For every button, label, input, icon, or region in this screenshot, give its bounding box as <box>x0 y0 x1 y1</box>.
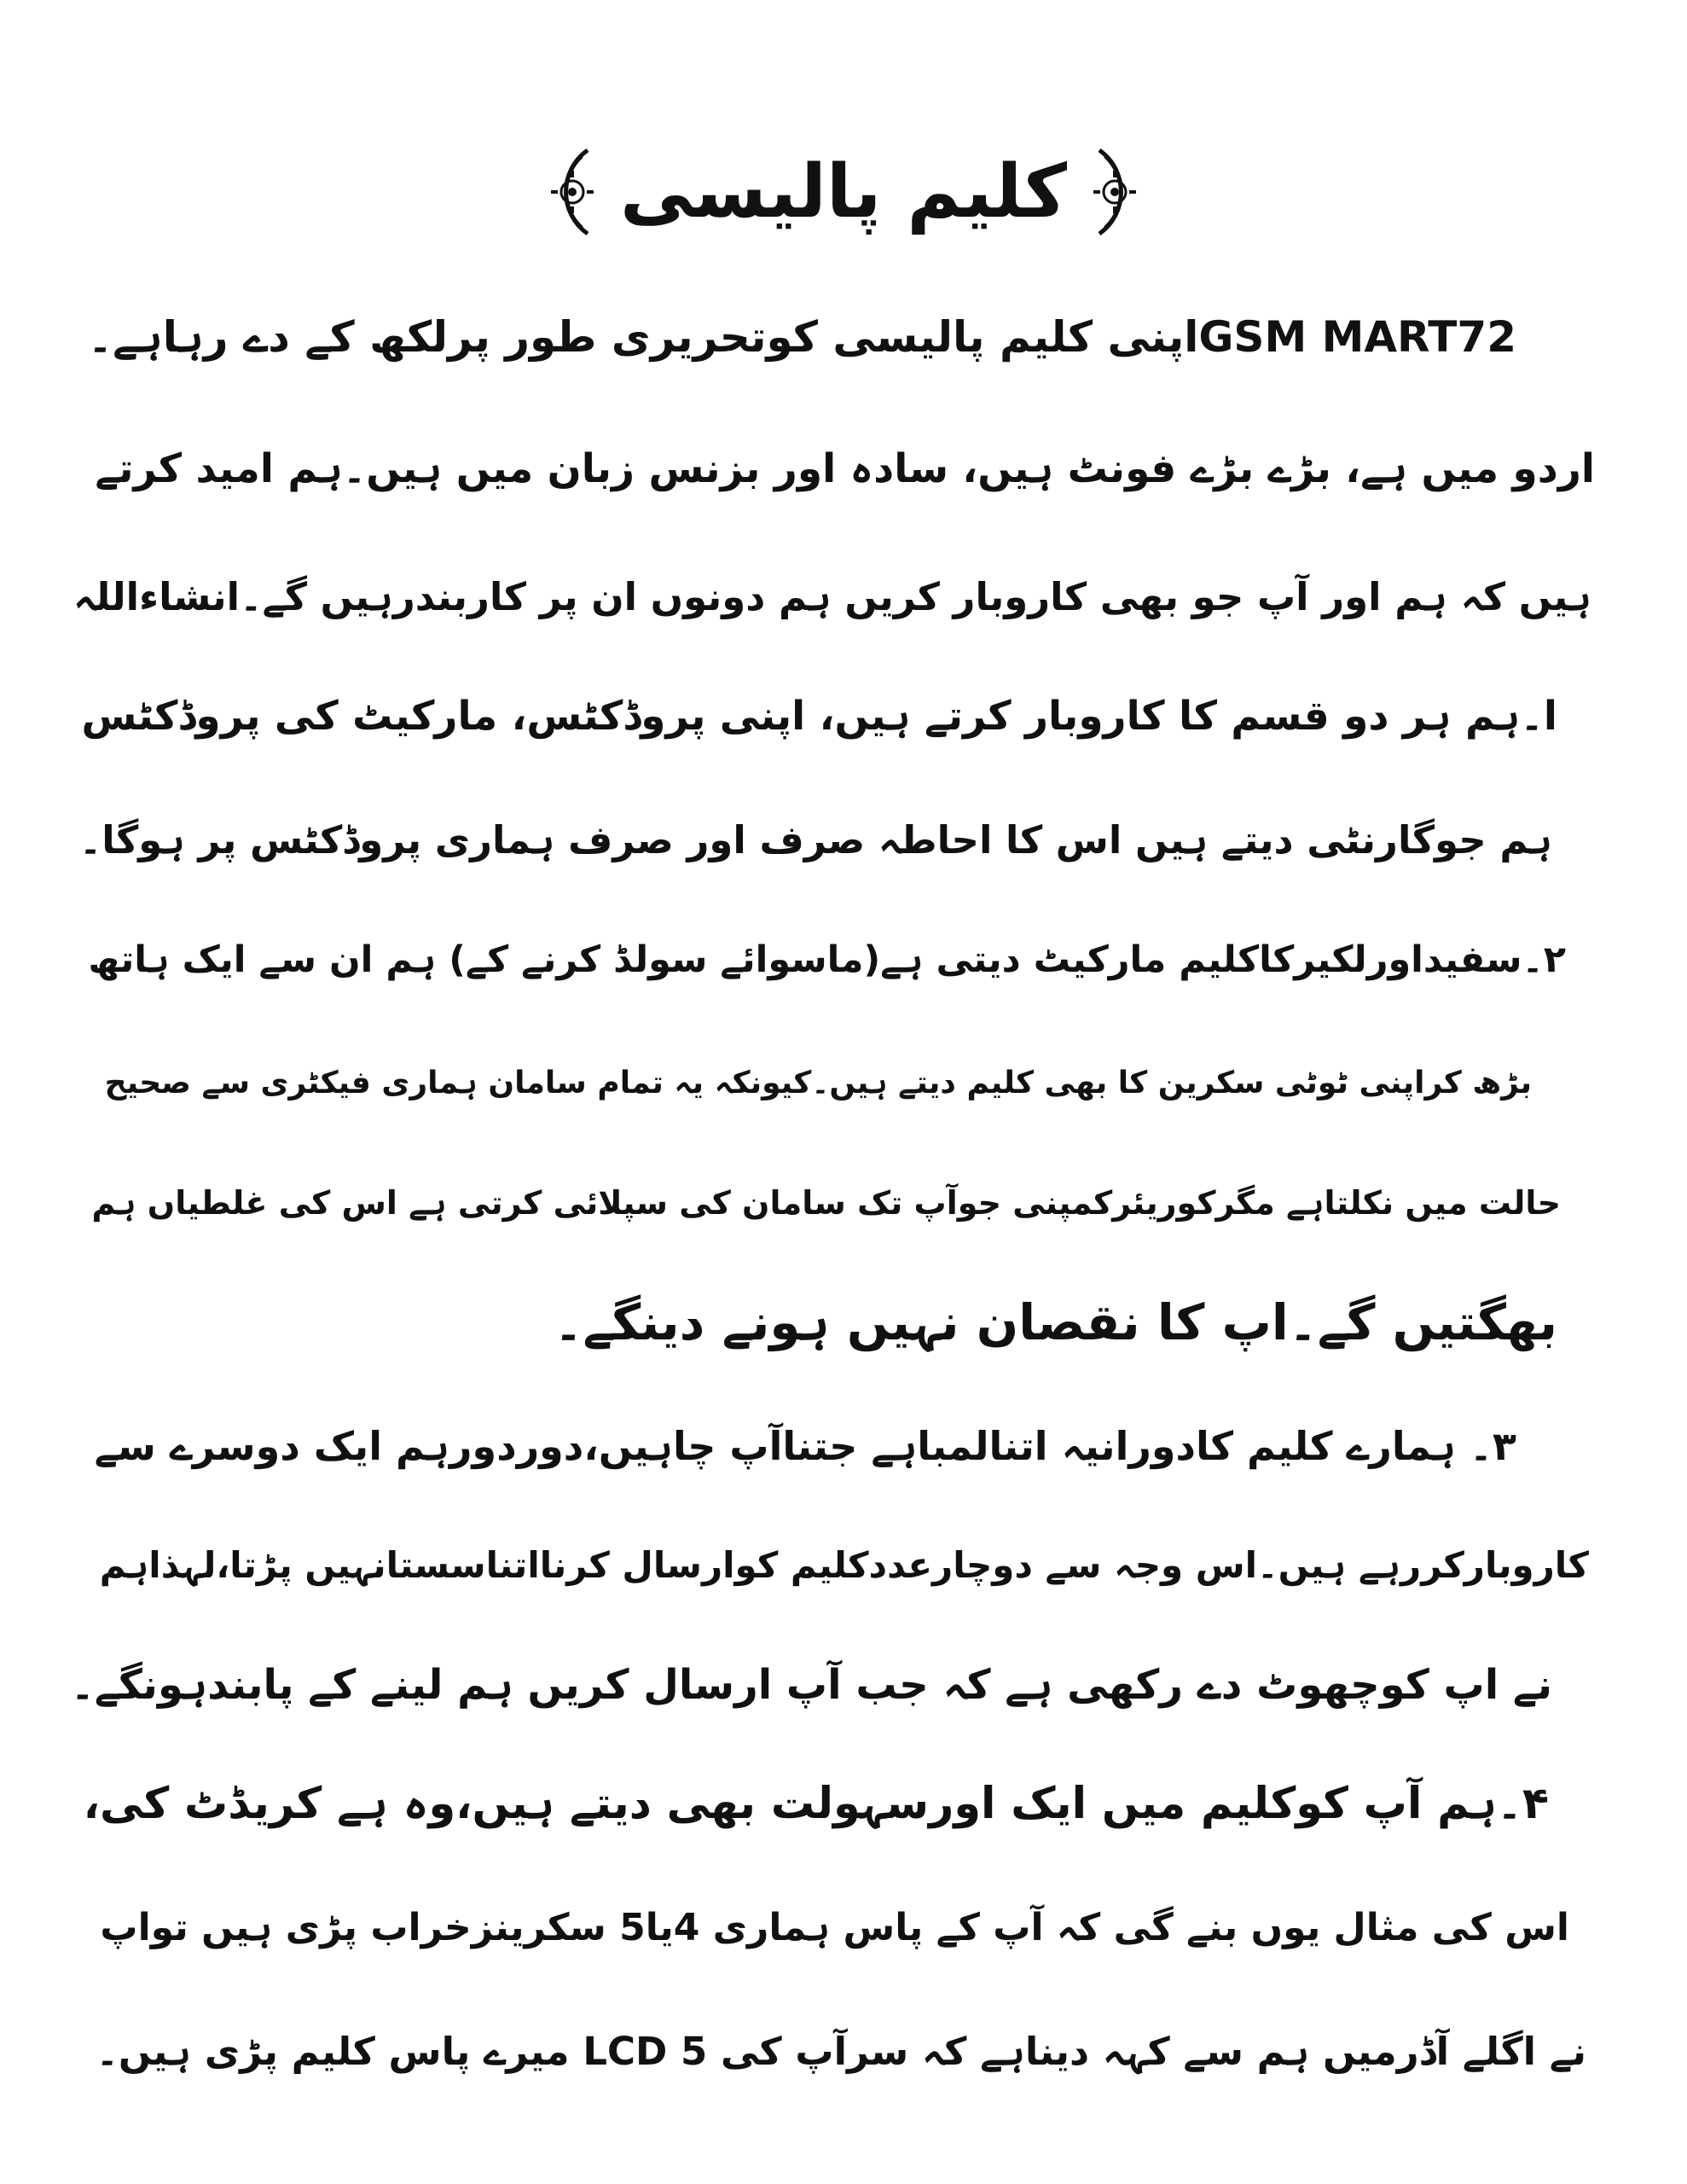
body-line: GSM MART72اپنی کلیم پالیسی کوتحریری طور پرلکھ کے دے رہاہے۔ <box>87 312 1516 362</box>
title-row <box>0 128 1687 256</box>
body-line: ہم جوگارنٹی دیتے ہیں اس کا احاطہ صرف اور صرف ہماری پروڈکٹس پر ہوگا۔ <box>78 817 1552 863</box>
body-line: نے اگلے آڈرمیں ہم سے کہہ دیناہے کہ سرآپ کی LCD 5 میرے پاس کلیم پڑی ہیں۔ <box>96 2029 1586 2074</box>
body-line: اس کی مثال یوں بنے گی کہ آپ کے پاس ہماری 4یا5 سکرینزخراب پڑی ہیں تواپ <box>100 1906 1569 1949</box>
body-line: حالت میں نکلتاہے مگرکوریئرکمپنی جوآپ تک سامان کی سپلائی کرتی ہے اس کی غلطیاں ہم <box>91 1184 1561 1222</box>
body-line: ۴۔ہم آپ کوکلیم میں ایک اورسہولت بھی دیتے ہیں،وہ ہے کریڈٹ کی، <box>83 1779 1549 1829</box>
floral-bracket-icon <box>1089 145 1144 239</box>
body-line: ۲۔سفیداورلکیرکاکلیم مارکیٹ دیتی ہے(ماسوائے سولڈ کرنے کے) ہم ان سے ایک ہاتھ <box>88 938 1566 981</box>
body-line: ہیں کہ ہم اور آپ جو بھی کاروبار کریں ہم دونوں ان پر کاربندرہیں گے۔انشاءاللہ <box>73 574 1591 619</box>
body-line: اردو میں ہے، بڑے بڑے فونٹ ہیں، سادہ اور بزنس زبان میں ہیں۔ہم امید کرتے <box>95 445 1595 492</box>
body-line: نے اپ کوچھوٹ دے رکھی ہے کہ جب آپ ارسال کریں ہم لینے کے پابندہونگے۔ <box>70 1661 1552 1709</box>
page-title: کلیم پالیسی <box>619 149 1068 235</box>
floral-bracket-icon <box>543 145 598 239</box>
body-line: بھگتیں گے۔اپ کا نقصان نہیں ہونے دینگے۔ <box>554 1293 1557 1351</box>
body-line: ۳۔ ہمارے کلیم کادورانیہ اتنالمباہے جتناآپ چاہیں،دوردورہم ایک دوسرے سے <box>94 1423 1516 1469</box>
body-line: ا۔ہم ہر دو قسم کا کاروبار کرتے ہیں، اپنی پروڈکٹس، مارکیٹ کی پروڈکٹس <box>81 693 1557 740</box>
body-line: کاروبارکررہے ہیں۔اس وجہ سے دوچارعددکلیم کوارسال کرنااتناسستانہیں پڑتا،لہذاہم <box>99 1544 1589 1586</box>
body-line: بڑھ کراپنی ٹوٹی سکرین کا بھی کلیم دیتے ہیں۔کیونکہ یہ تمام سامان ہماری فیکٹری سے صحیح <box>104 1066 1532 1101</box>
